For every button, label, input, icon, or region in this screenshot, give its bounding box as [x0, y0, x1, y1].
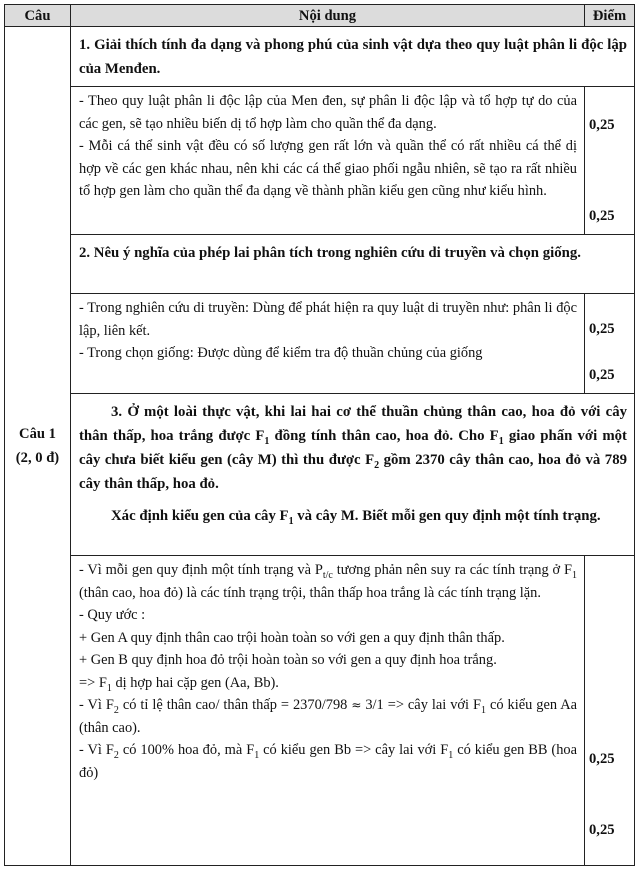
q2-prompt-row: [5, 235, 635, 294]
q3-answer-line-1: - Vì mỗi gen quy định một tính trạng và $P_{t/c}$ tương phản nên suy ra các tính trạng ở $F_1$ (thân cao, hoa đỏ) là các tính trạng trội, thân thấp hoa trắng là các tính trạng lặn.: [79, 562, 577, 601]
question-score: (2, 0 đ): [15, 450, 60, 466]
q2-point-1: 0,25: [589, 321, 615, 337]
q3-point-1: 0,25: [589, 751, 615, 767]
q3-answer-line-2: - Quy ước :: [79, 607, 146, 623]
q3-prompt-row: [5, 394, 635, 556]
q1-points-cell: [585, 87, 635, 235]
answer-key-table: [4, 4, 635, 866]
q2-point-2: 0,25: [589, 367, 615, 383]
q2-points-cell: [585, 294, 635, 394]
header-points: Điểm: [585, 5, 635, 27]
q1-answer-line-1: - Theo quy luật phân li độc lập của Men đen, sự phân li độc lập và tổ hợp tự do của các gen, sẽ tạo nhiều biến dị tổ hợp làm cho quần thể đa dạng.: [79, 93, 577, 132]
q1-point-2: 0,25: [589, 208, 615, 224]
question-label-cell: [5, 27, 71, 866]
q3-task-text: Xác định kiểu gen của cây $F_1$ và cây M. Biết mỗi gen quy định một tính trạng.: [111, 508, 601, 527]
header-content: Nội dung: [71, 5, 585, 27]
q3-answer-line-5: => $F_1$ dị hợp hai cặp gen (Aa, Bb).: [79, 674, 279, 694]
table-header-row: [5, 5, 635, 27]
q3-points-cell: [585, 556, 635, 866]
q3-answer-line-4: + Gen B quy định hoa đỏ trội hoàn toàn so với gen a quy định hoa trắng.: [79, 652, 497, 668]
q1-point-1: 0,25: [589, 117, 615, 133]
q3-answer-line-7: - Vì $F_2$ có 100% hoa đỏ, mà $F_1$ có kiểu gen Bb => cây lai với $F_1$ có kiểu gen BB (hoa đỏ): [79, 742, 577, 781]
q1-prompt: 1. Giải thích tính đa dạng và phong phú của sinh vật dựa theo quy luật phân li độc lập của Menđen.: [71, 27, 635, 87]
q3-point-2: 0,25: [589, 822, 615, 838]
q3-prompt: [71, 394, 635, 556]
q2-prompt: 2. Nêu ý nghĩa của phép lai phân tích trong nghiên cứu di truyền và chọn giống.: [71, 235, 635, 294]
q2-answer: [71, 294, 585, 394]
question-label: Câu 1: [19, 426, 56, 442]
q3-answer-row: [5, 556, 635, 866]
header-question: Câu: [5, 5, 71, 27]
q1-answer-row: [5, 87, 635, 235]
q3-problem-text: 3. Ở một loài thực vật, khi lai hai cơ thể thuần chủng thân cao, hoa đỏ với cây thân thấp, hoa trắng được $F_1$ đồng tính thân cao, hoa đỏ. Cho $F_1$ giao phấn với một cây chưa biết kiểu gen (cây M) thì thu được $F_2$ gồm 2370 cây thân cao, hoa đỏ và 789 cây thân thấp, hoa đỏ.: [79, 404, 627, 492]
approx-symbol: ≈: [351, 698, 362, 712]
q1-answer: [71, 87, 585, 235]
q3-answer-line-6: - Vì $F_2$ có tỉ lệ thân cao/ thân thấp = 2370/798 ≈ 3/1 => cây lai với $F_1$ có kiểu gen Aa (thân cao).: [79, 697, 578, 736]
q3-answer: [71, 556, 585, 866]
q2-answer-row: [5, 294, 635, 394]
q2-answer-line-1: - Trong nghiên cứu di truyền: Dùng để phát hiện ra quy luật di truyền như: phân li độc lập, liên kết.: [79, 300, 577, 339]
q1-answer-line-2: - Mỗi cá thể sinh vật đều có số lượng gen rất lớn và quần thể có rất nhiều cá thể dị hợp về các gen khác nhau, nên khi các cá thể giao phối ngẫu nhiên, sẽ tạo ra rất nhiều tổ hợp gen làm cho quần thể đa dạng về thành phần kiểu gen cũng như kiểu hình.: [79, 138, 577, 199]
q3-answer-line-3: + Gen A quy định thân cao trội hoàn toàn so với gen a quy định thân thấp.: [79, 629, 505, 646]
q2-answer-line-2: - Trong chọn giống: Được dùng để kiểm tra độ thuần chủng của giống: [79, 345, 483, 361]
q1-prompt-row: [5, 27, 635, 87]
